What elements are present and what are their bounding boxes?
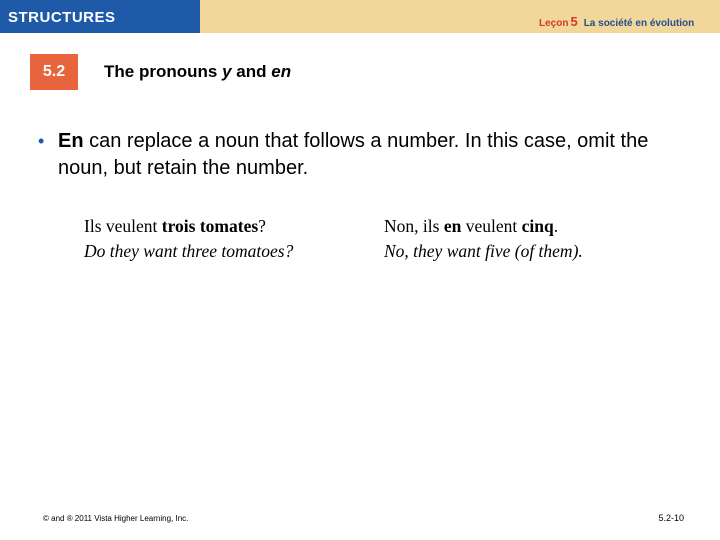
- title-en: en: [271, 62, 292, 81]
- example-answer: [384, 214, 583, 264]
- fr-bold-cinq: cinq: [521, 216, 554, 236]
- fr-mid: veulent: [461, 216, 522, 236]
- example-answer-fr: [384, 214, 583, 239]
- fr-bold: trois tomates: [161, 216, 259, 236]
- fr-pre: Non, ils: [384, 216, 444, 236]
- footer-page-number: 5.2-10: [658, 513, 684, 523]
- lesson-label: [539, 14, 694, 29]
- title-and: and: [236, 62, 267, 81]
- example-question: [84, 214, 293, 264]
- lecon-word: Leçon: [539, 18, 569, 29]
- example-answer-en: No, they want five (of them).: [384, 241, 583, 261]
- footer-copyright: © and ® 2011 Vista Higher Learning, Inc.: [43, 514, 189, 523]
- example-question-en: Do they want three tomatoes?: [84, 241, 294, 261]
- lecon-number: 5: [570, 14, 578, 29]
- fr-post: ?: [258, 216, 266, 236]
- structures-label: STRUCTURES: [8, 9, 116, 26]
- structures-banner: [0, 0, 200, 33]
- bullet-icon: •: [38, 131, 45, 151]
- bullet-text: can replace a noun that follows a number. In this case, omit the noun, but retain the number.: [58, 130, 649, 179]
- title-y: y: [222, 62, 232, 81]
- fr-post: .: [553, 216, 559, 236]
- bullet-bold: En: [58, 130, 84, 152]
- lecon-theme: La société en évolution: [583, 18, 695, 29]
- bullet-point: [38, 128, 688, 182]
- section-title: [104, 62, 291, 82]
- fr-pre: Ils veulent: [84, 216, 162, 236]
- example-question-fr: [84, 214, 293, 239]
- fr-bold-en: en: [443, 216, 462, 236]
- title-prefix: The pronouns: [104, 62, 218, 81]
- section-number-badge: 5.2: [30, 54, 78, 90]
